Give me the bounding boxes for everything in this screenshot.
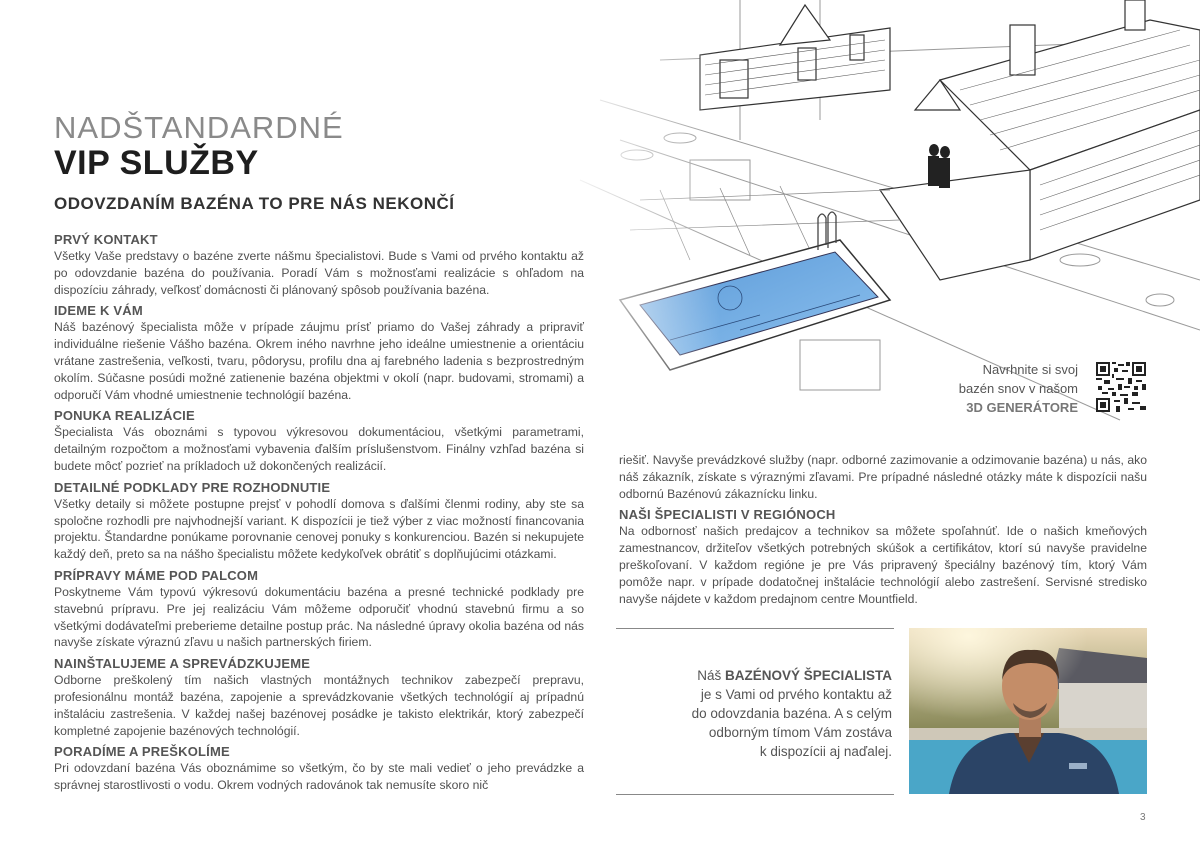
section-poradime xyxy=(54,744,584,794)
quote-line-1: Náš BAZÉNOVÝ ŠPECIALISTA xyxy=(697,668,892,683)
3d-generator-cta xyxy=(920,360,1078,417)
cta-line-3: 3D GENERÁTORE xyxy=(966,400,1078,415)
subtitle: ODOVZDANÍM BAZÉNA TO PRE NÁS NEKONČÍ xyxy=(54,194,455,213)
quote-line-5: k dispozícii aj naďalej. xyxy=(759,744,892,759)
qr-code-icon[interactable] xyxy=(1096,361,1146,413)
left-column xyxy=(54,232,584,799)
cta-line-2: bazén snov v našom xyxy=(958,381,1078,396)
divider-bottom xyxy=(616,794,894,795)
section-body: Špecialista Vás oboznámi s typovou výkresovou dokumentáciou, všetkými parametrami, detailným rozpočtom a možnosťami vybavenia ďalším príslušenstvom. Finálny vzhľad bazéna si budete môcť pozrieť na príkladoch už dokončených realizácií. xyxy=(54,425,584,473)
section-heading: PORADÍME A PREŠKOLÍME xyxy=(54,744,230,760)
section-ideme-k-vam xyxy=(54,303,584,403)
divider-top xyxy=(616,628,894,629)
section-body: Na odbornosť našich predajcov a technikov sa môžete spoľahnúť. Ide o našich kmeňových zamestnancov, držiteľov všetkých potrebných skúšok a certifikátov, ktorí sú navyše pravidelne preškoľovaní. V každom regióne je pre Vás pripravený špeciálny bazénový tím, ktorý Vám pomôže napr. v prípade dodatočnej inštalácie technológií alebo zastrešení. Servisné stredisko navyše nájdete v každom predajnom centre Mountfield. xyxy=(619,524,1147,606)
title-bold: VIP SLUŽBY xyxy=(54,144,259,182)
section-heading: IDEME K VÁM xyxy=(54,303,143,319)
section-body: Pri odovzdaní bazéna Vás oboznámime so všetkým, čo by ste mali vedieť o jeho prevádzke a správnej starostlivosti o vodu. Okrem vodných radovánok tak nemusíte skoro nič xyxy=(54,761,584,793)
section-body: Všetky detaily si môžete postupne prejsť v pohodlí domova s ďalšími členmi rodiny, aby ste sa spoločne rozhodli pre najvhodnejší variant. K dispozícii je tiež výber z viac možností financovania projektu. Štandardne ponúkame porovnanie cenovej ponuky s konkurenciou. Bazén si nekupujete každý deň, preto sa na nášho špecialistu môžete kedykoľvek obrátiť s doplňujúcimi otázkami. xyxy=(54,496,584,562)
section-body: Poskytneme Vám typovú výkresovú dokumentáciu bazéna a presné technické podklady pre stavebnú prípravu. Pre jej realizáciu Vám môžeme odporučiť vhodnú stavebnú firmu a so všetkými dodávateľmi preberieme detailne postup prác. Na následné úpravy okolia bazéna od nás navyše získate výraznú zľavu u našich partnerských firiem. xyxy=(54,584,584,650)
section-specialisti-v-regionoch xyxy=(619,507,1147,607)
specialist-quote xyxy=(616,666,892,761)
section-detailne-podklady xyxy=(54,480,584,563)
section-heading: NAINŠTALUJEME A SPREVÁDZKUJEME xyxy=(54,656,311,672)
quote-line-2: je s Vami od prvého kontaktu až xyxy=(700,687,892,702)
section-nainstalujeme xyxy=(54,656,584,739)
section-pripravy xyxy=(54,568,584,651)
section-body: riešiť. Navyše prevádzkové služby (napr. odborné zazimovanie a odzimovanie bazéna) u nás, ako náš zákazník, získate s výraznými zľavami. Pre prípadné následné otázky máte k dispozícii našu odbornú Bazénovú zákaznícku linku. xyxy=(619,453,1147,501)
section-body: Náš bazénový špecialista môže v prípade záujmu prísť priamo do Vašej záhrady a pripraviť individuálne riešenie Vášho bazéna. Okrem iného navrhne jeho ideálne umiestnenie a orientáciu vrátane zastrešenia, veľkosti, tvaru, pôdorysu, profilu dna aj farebného ladenia s bezprostredným okolím. Súčasne posúdi možné zatienenie bazéna objektmi v okolí (napr. budovami, stromami) a odporučí Vám vhodné umiestnenie technológií bazéna. xyxy=(54,320,584,402)
right-column xyxy=(619,452,1147,612)
quote-line-3: do odovzdania bazéna. A s celým xyxy=(691,706,892,721)
specialist-photo xyxy=(909,628,1147,794)
section-heading: PRVÝ KONTAKT xyxy=(54,232,158,247)
section-body: Odborne preškolený tím našich vlastných montážnych technikov zabezpečí prepravu, profesionálnu montáž bazéna, zapojenie a sprevádzkovanie všetkých technológií aj prípadnú inštaláciu zastrešenia. V každej našej bazénovej posádke je takisto elektrikár, ktorý zabezpečí kompletné zapojenie bazénových technológií. xyxy=(54,673,584,738)
page-number: 3 xyxy=(1140,812,1146,823)
section-prvy-kontakt xyxy=(54,232,584,298)
section-heading: PRÍPRAVY MÁME POD PALCOM xyxy=(54,567,259,583)
section-heading: DETAILNÉ PODKLADY PRE ROZHODNUTIE xyxy=(54,479,331,495)
section-heading: PONUKA REALIZÁCIE xyxy=(54,408,195,424)
section-continuation xyxy=(619,452,1147,502)
quote-line-4: odborným tímom Vám zostáva xyxy=(708,725,892,740)
section-ponuka-realizacie xyxy=(54,408,584,474)
section-body: Všetky Vaše predstavy o bazéne zverte nášmu špecialistovi. Bude s Vami od prvého kontaktu až po odovzdanie bazéna do používania. Poradí Vám s možnosťami realizácie s ohľadom na dispozíciu záhrady, veľkosť domácnosti či plánovaný spôsob používania bazéna. xyxy=(54,249,584,297)
section-heading: NAŠI ŠPECIALISTI V REGIÓNOCH xyxy=(619,507,836,523)
title-light: NADŠTANDARDNÉ xyxy=(54,110,344,145)
cta-line-1: Navrhnite si svoj xyxy=(982,362,1078,377)
